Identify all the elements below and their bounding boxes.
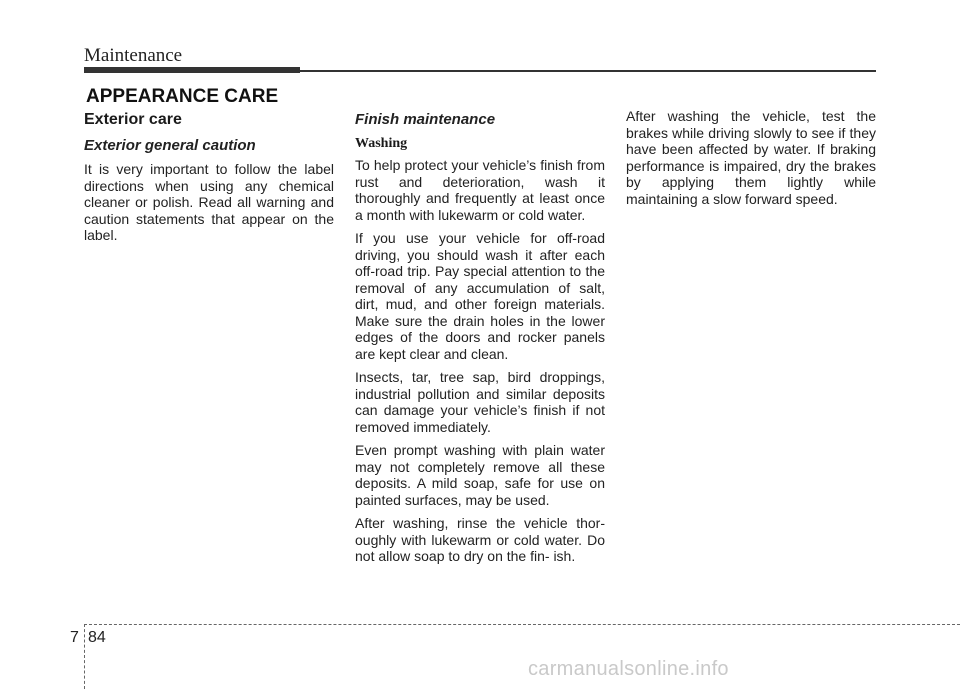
subsubheading-washing: Washing <box>355 136 408 151</box>
watermark: carmanualsonline.info <box>528 658 729 680</box>
paragraph: After washing, rinse the vehicle thor- oughly with lukewarm or cold water. Do not allow soap to dry on the fin- ish. <box>355 515 605 564</box>
subheading-finish-maintenance: Finish maintenance <box>355 111 496 128</box>
paragraph: Insects, tar, tree sap, bird droppings, industrial pollution and similar deposits can damage your vehicle’s finish if not removed immediately. <box>355 369 605 435</box>
paragraph: It is very important to follow the label directions when using any chemical cleaner or polish. Read all warning and caution statements that appear on the label. <box>84 161 334 243</box>
paragraph: To help protect your vehicle’s finish from rust and deterioration, wash it thoroughly and frequently at least once a month with lukewarm or cold water. <box>355 157 605 223</box>
footer-vertical-divider <box>84 624 85 689</box>
header-rule <box>300 70 876 72</box>
paragraph: Even prompt washing with plain water may not completely remove all these deposits. A mild soap, safe for use on painted surfaces, may be used. <box>355 442 605 508</box>
column-1 <box>84 110 334 251</box>
paragraph: If you use your vehicle for off-road driving, you should wash it after each off-road trip. Pay special attention to the removal of any accumulation of salt, dirt, mud, and other foreign materials. Make sure the drain holes in the lower edges of the doors and rocker panels are kept clear and clean. <box>355 230 605 362</box>
header-title: Maintenance <box>84 45 183 66</box>
subheading-general-caution: Exterior general caution <box>84 137 256 154</box>
page-number: 84 <box>88 629 106 646</box>
chapter-number: 7 <box>70 629 79 646</box>
column-3 <box>626 108 876 214</box>
footer-divider <box>84 624 960 625</box>
section-title: APPEARANCE CARE <box>86 86 279 107</box>
paragraph: After washing the vehicle, test the brakes while driving slowly to see if they have been affected by water. If braking performance is impaired, dry the brakes by applying them lightly while maintaining a slow forward speed. <box>626 108 876 207</box>
column-2 <box>355 110 605 572</box>
heading-exterior-care: Exterior care <box>84 111 182 128</box>
header-bar <box>84 67 300 73</box>
